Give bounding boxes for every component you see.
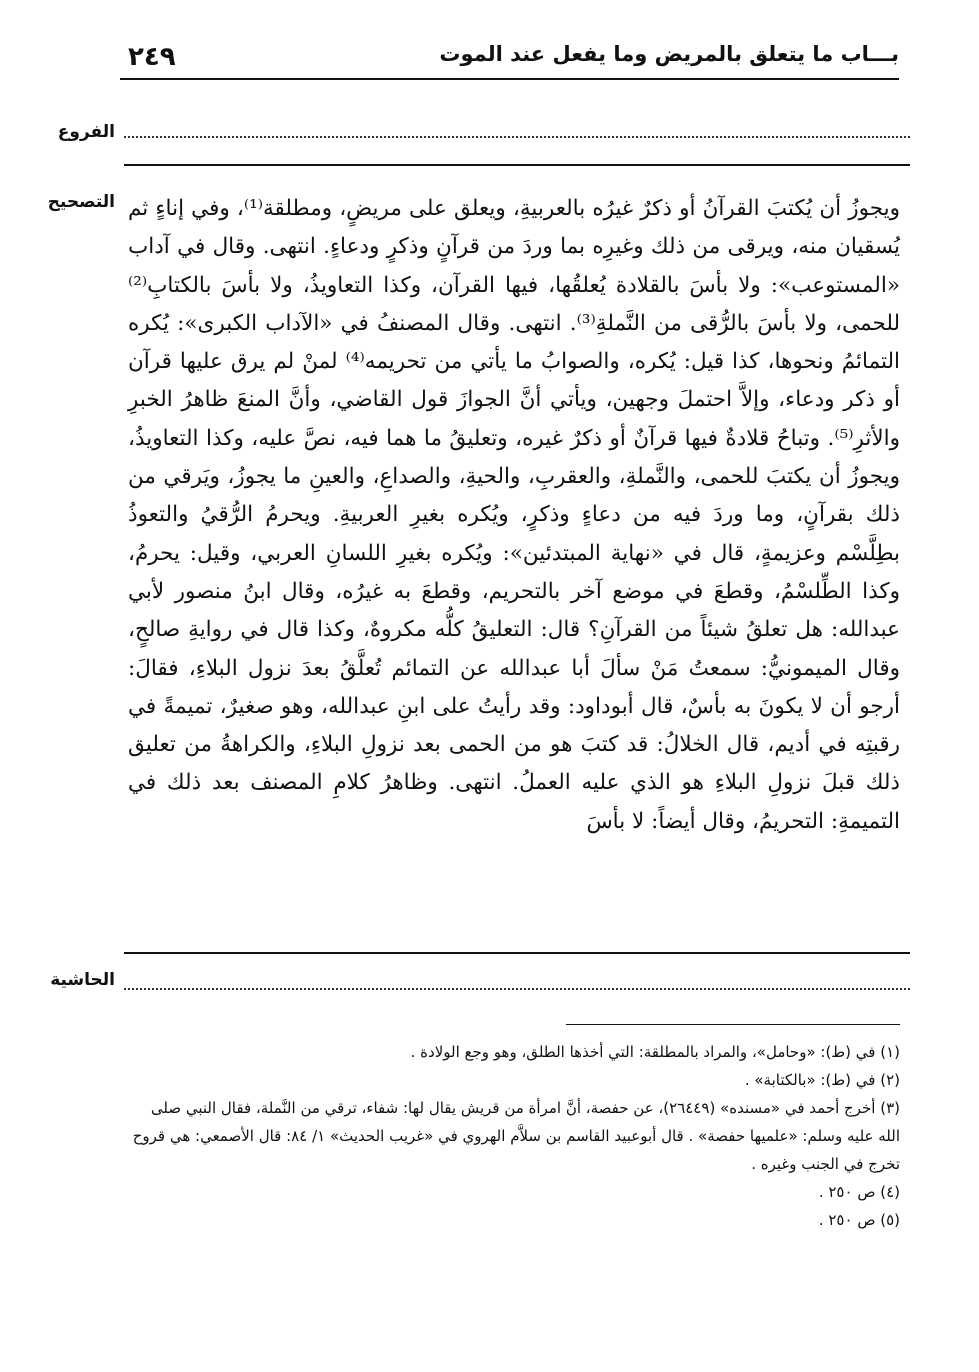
label-furu: الفروع [57,122,115,142]
page-number: ٢٤٩ [128,42,176,72]
main-separator [124,952,910,954]
furu-separator [124,164,910,166]
hashiya-dotted-line [124,988,910,990]
footnote-separator [566,1024,900,1025]
page-header [120,36,899,76]
label-hashiya: الحاشية [50,970,115,990]
footnotes [128,1038,900,1234]
footnote-5: (٥) ص ٢٥٠ . [818,1211,900,1229]
running-title: بـــاب ما يتعلق بالمريض وما يفعل عند الموت [439,42,899,66]
header-rule [120,78,899,80]
furu-dotted-line [124,136,910,138]
label-tashih: التصحيح [47,192,115,212]
main-text: ويجوزُ أن يُكتبَ القرآنُ أو ذكرٌ غيرُه بالعربيةِ، ويعلق على مريضٍ، ومطلقة⁽¹⁾، وفي إناءٍ ثم يُسقيان منه، ويرقى من ذلك وغيرِه بما وردَ من قرآنٍ وذكرٍ ودعاءٍ. انتهى. وقال في آداب «المستوعب»: ولا بأسَ بالقلادة يُعلقُها، فيها القرآن، وكذا التعاويذُ، ولا بأسَ بالكتابِ⁽²⁾ للحمى، ولا بأسَ بالرُّقى من النَّملةِ⁽³⁾. انتهى. وقال المصنفُ في «الآداب الكبرى»: يُكره التمائمُ ونحوها، كذا قيل: يُكره، والصوابُ ما يأتي من تحريمه⁽⁴⁾ لمنْ لم يرق عليها قرآن أو ذكر ودعاء، وإلاَّ احتملَ وجهين، ويأتي أنَّ الجوازَ قول القاضي، وأنَّ المنعَ ظاهرُ الخبرِ والأثرِ⁽⁵⁾. وتباحُ قلادةٌ فيها قرآنٌ أو ذكرٌ غيره، وتعليقُ ما هما فيه، نصَّ عليه، وكذا التعاويذُ، ويجوزُ أن يكتبَ للحمى، والنَّملةِ، والعقربِ، والحيةِ، والصداعِ، والعينِ ما يجوزُ، ويَرقي من ذلك بقرآنٍ، وما وردَ فيه من دعاءٍ وذكرٍ، ويُكره بغيرِ العربيةِ. ويحرمُ الرُّقيُ والتعوذُ بطِلَّسْم وعزيمةٍ، قال في «نهاية المبتدئين»: ويُكره بغيرِ اللسانِ العربي، وقيل: يحرمُ، وكذا الطِّلسْمُ، وقطعَ في موضع آخر بالتحريم، وقطعَ به غيرُه، وقال ابنُ منصور لأبي عبدالله: هل تعلقُ شيئاً من القرآنِ؟ قال: التعليقُ كلُّه مكروهٌ، وكذا قال في روايةِ صالحٍ، وقال الميمونيُّ: سمعتُ مَنْ سألَ أبا عبدالله عن التمائم تُعلَّقُ بعدَ نزول البلاءِ، فقالَ: أرجو أن لا يكونَ به بأسٌ، قال أبوداود: وقد رأيتُ على ابنِ عبدالله، وهو صغيرٌ، تميمةً في رقبتِه في أديم، قال الخلالُ: قد كتبَ هو من الحمى بعد نزولِ البلاءِ، والكراهةُ من تعليق ذلك قبلَ نزولِ البلاءِ هو الذي عليه العملُ. انتهى. وظاهرُ كلامِ المصنف بعد ذلك في التميمةِ: التحريمُ، وقال أيضاً: لا بأسَ [128,196,901,834]
footnote-3: (٣) أخرج أحمد في «مسنده» (٢٦٤٤٩)، عن حفصة، أنَّ امرأة من قريش يقال لها: شفاء، ترقي من النَّملة، فقال النبي صلى الله عليه وسلم: «علميها حفصة» . قال أبوعبيد القاسم بن سلاَّم الهروي في «غريب الحديث» ١/ ٨٤: قال الأصمعي: هي قروح تخرج في الجنب وغيره . [132,1099,900,1173]
footnote-2: (٢) في (ط): «بالكتابة» . [744,1071,900,1089]
footnote-1: (١) في (ط): «وحامل»، والمراد بالمطلقة: التي أخذها الطلق، وهو وجع الولادة . [410,1043,900,1061]
footnote-4: (٤) ص ٢٥٠ . [818,1183,900,1201]
